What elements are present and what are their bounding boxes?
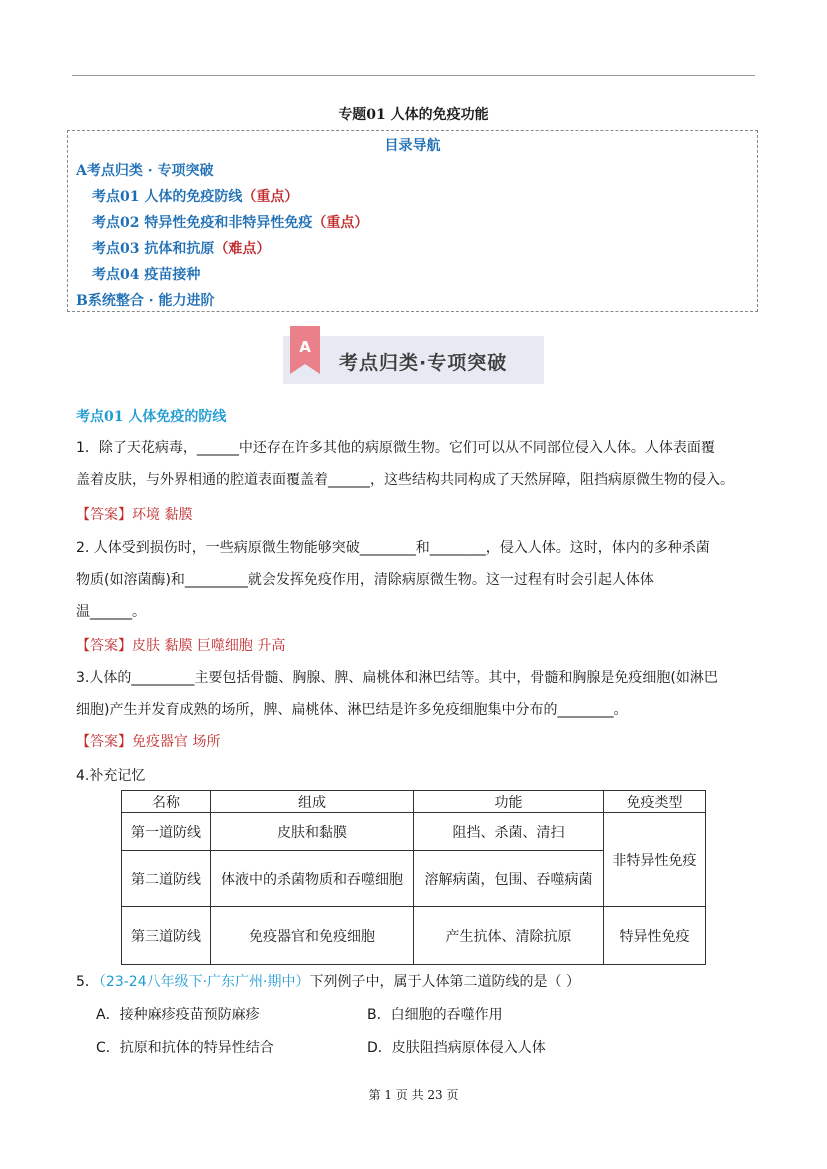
section-title: 考点01 人体免疫的防线 xyxy=(76,409,227,425)
table-header: 免疫类型 xyxy=(604,791,706,813)
table-header: 组成 xyxy=(211,791,414,813)
table-header-row xyxy=(122,791,706,813)
q5-option-a[interactable]: A．接种麻疹疫苗预防麻疹 xyxy=(96,1007,260,1023)
toc-part-b[interactable]: B系统整合 · 能力进阶 xyxy=(76,293,215,309)
toc-item-2[interactable] xyxy=(92,212,368,232)
document-title: 专题01 人体的免疫功能 xyxy=(338,107,489,123)
q3-line-2: 细胞)产生并发育成熟的场所，脾、扁桃体、淋巴结是许多免疫细胞集中分布的________。 xyxy=(76,702,628,718)
banner-letter: A xyxy=(299,338,311,356)
q1-answer: 【答案】环境 黏膜 xyxy=(76,507,193,523)
toc-item-3[interactable] xyxy=(92,238,270,258)
q2-answer: 【答案】皮肤 黏膜 巨噬细胞 升高 xyxy=(76,638,286,654)
toc-item-label: 考点04 疫苗接种 xyxy=(92,267,201,283)
toc-box xyxy=(67,130,758,312)
table-cell: 免疫器官和免疫细胞 xyxy=(211,907,414,965)
table-cell-immune-type: 非特异性免疫 xyxy=(604,813,706,907)
table-cell: 阻挡、杀菌、清扫 xyxy=(414,813,604,851)
page-footer: 第 1 页 共 23 页 xyxy=(368,1088,459,1102)
q5-option-c[interactable]: C．抗原和抗体的特异性结合 xyxy=(96,1040,274,1056)
toc-item-label: 考点01 人体的免疫防线 xyxy=(92,189,243,205)
table-cell: 溶解病菌，包围、吞噬病菌 xyxy=(414,851,604,907)
q5-number: 5． xyxy=(76,974,99,990)
table-cell: 第二道防线 xyxy=(122,851,211,907)
table-cell-immune-type: 特异性免疫 xyxy=(604,907,706,965)
toc-item-tag: （重点） xyxy=(242,189,299,205)
q1-line-1: 1．除了天花病毒，______中还存在许多其他的病原微生物。它们可以从不同部位侵入人体。人体表面覆 xyxy=(76,440,715,456)
q3-answer: 【答案】免疫器官 场所 xyxy=(76,734,221,750)
q2-line-1: 2. 人体受到损伤时，一些病原微生物能够突破________和________，侵入人体。这时，体内的多种杀菌 xyxy=(76,540,710,556)
toc-item-label: 考点03 抗体和抗原 xyxy=(92,241,215,257)
defense-lines-table xyxy=(121,790,706,965)
header-rule xyxy=(72,75,755,76)
section-banner xyxy=(283,336,544,384)
table-header: 功能 xyxy=(414,791,604,813)
q1-line-2: 盖着皮肤，与外界相通的腔道表面覆盖着______，这些结构共同构成了天然屏障，阻挡病原微生物的侵入。 xyxy=(76,472,734,488)
toc-item-label: 考点02 特异性免疫和非特异性免疫 xyxy=(92,215,313,231)
toc-part-a[interactable]: A考点归类 · 专项突破 xyxy=(76,163,214,179)
table-row xyxy=(122,907,706,965)
q5-stem: 下列例子中，属于人体第二道防线的是（ ） xyxy=(309,974,580,990)
table-cell: 体液中的杀菌物质和吞噬细胞 xyxy=(211,851,414,907)
table-row xyxy=(122,813,706,851)
toc-item-tag: （重点） xyxy=(312,215,369,231)
table-header: 名称 xyxy=(122,791,211,813)
bookmark-ribbon-icon xyxy=(290,326,320,374)
q2-line-2: 物质(如溶菌酶)和_________就会发挥免疫作用，清除病原微生物。这一过程有时会引起人体体 xyxy=(76,572,654,588)
q5-stem-line xyxy=(76,972,580,992)
q4-heading: 4.补充记忆 xyxy=(76,768,146,784)
q5-source: （23-24八年级下·广东广州·期中） xyxy=(98,974,310,990)
q5-option-b[interactable]: B．白细胞的吞噬作用 xyxy=(367,1007,503,1023)
q5-option-d[interactable]: D．皮肤阻挡病原体侵入人体 xyxy=(367,1040,546,1056)
table-cell: 第三道防线 xyxy=(122,907,211,965)
table-cell: 第一道防线 xyxy=(122,813,211,851)
toc-item-1[interactable] xyxy=(92,186,298,206)
table-cell: 皮肤和黏膜 xyxy=(211,813,414,851)
banner-text: 考点归类·专项突破 xyxy=(339,352,508,374)
table-cell: 产生抗体、清除抗原 xyxy=(414,907,604,965)
toc-item-4[interactable] xyxy=(92,264,200,284)
q2-line-3: 温______。 xyxy=(76,604,146,620)
q3-line-1: 3.人体的_________主要包括骨髓、胸腺、脾、扁桃体和淋巴结等。其中，骨髓和胸腺是免疫细胞(如淋巴 xyxy=(76,670,718,686)
toc-heading: 目录导航 xyxy=(384,138,441,154)
toc-item-tag: （难点） xyxy=(214,241,271,257)
